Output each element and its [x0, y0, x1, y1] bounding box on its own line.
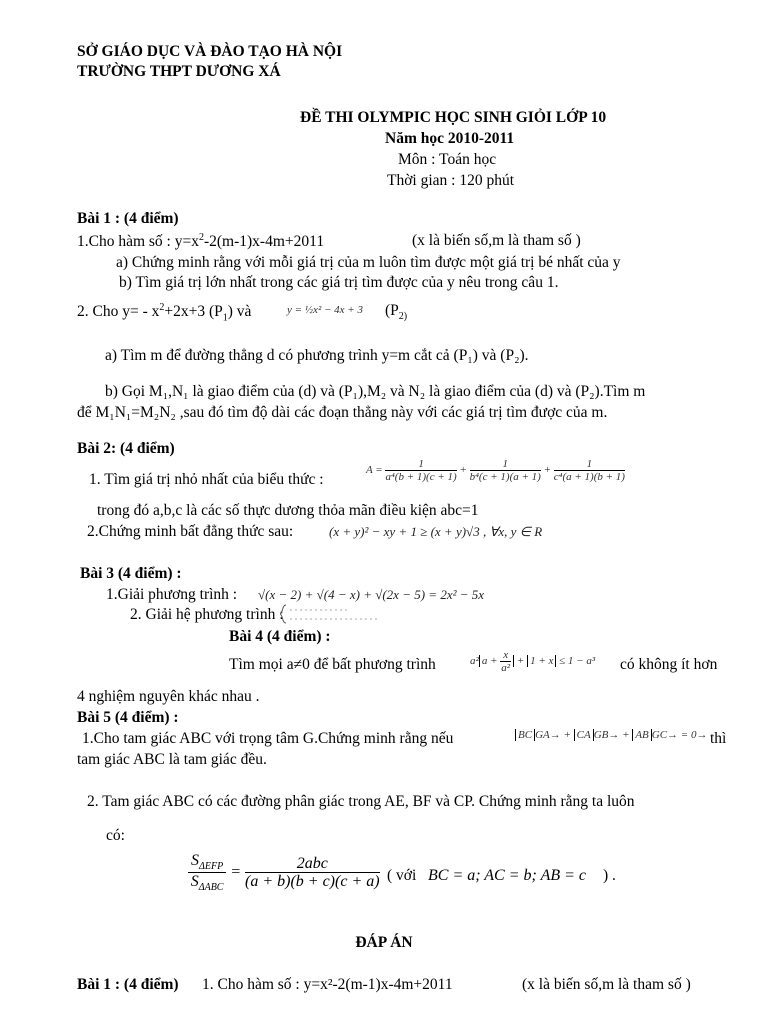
school-department: SỞ GIÁO DỤC VÀ ĐÀO TẠO HÀ NỘI — [77, 43, 343, 60]
bai5-q2-line2: có: — [106, 827, 125, 844]
bai3-system-brace — [280, 604, 384, 624]
bai2-inequality: (x + y)² − xy + 1 ≥ (x + y)√3 , ∀x, y ∈ R — [329, 524, 543, 539]
bai1-q2b-line1: b) Gọi M₁,N₁ là giao điểm của (d) và (P₁),M₂ và N₂ là giao điểm của (d) và (P₂).Tìm m — [105, 383, 646, 400]
bai4-heading: Bài 4 (4 điểm) : — [229, 628, 331, 645]
bai5-q1-line1: 1.Cho tam giác ABC với trọng tâm G.Chứng minh rằng nếu — [82, 730, 454, 747]
bai5-q2-line1: 2. Tam giác ABC có các đường phân giác trong AE, BF và CP. Chứng minh rằng ta luôn — [87, 793, 635, 810]
bai1-q1-note: (x là biến số,m là tham số ) — [412, 232, 581, 249]
exam-time: Thời gian : 120 phút — [387, 172, 515, 189]
bai1-p2-open: (P — [385, 302, 399, 319]
bai1-p2-formula: y = ½x² − 4x + 3 — [287, 304, 363, 316]
bai2-expression: A = $\frac{1}{\text{a⁴(b + 1)(c + 1)}}$ + $\frac{1}{\text{b⁴(c + 1)(a + 1)}}$ + $\frac{1}{\text{c⁴(a + 1)(b + 1)}}$ — [366, 458, 625, 484]
bai5-area-ratio: $\frac{S_{\Delta EFP}}{S_{\Delta ABC}}$ = $\frac{\text{2abc}}{(a + b)(b + c)(c + a)}$ — [188, 852, 380, 893]
answer-bai1-text: 1. Cho hàm số : y=x²-2(m-1)x-4m+2011 — [202, 976, 453, 993]
school-name: TRƯỜNG THPT DƯƠNG XÁ — [77, 63, 281, 80]
bai1-q1a: a) Chứng minh rằng với mỗi giá trị của m luôn tìm được một giá trị bé nhất của y — [116, 254, 621, 271]
bai1-q1-pre: 1.Cho hàm số : y=x — [77, 233, 199, 251]
bai4-text3: 4 nghiệm nguyên khác nhau . — [77, 688, 260, 705]
bai5-vector-condition: BC GA→ + CA GB→ + AB GC→ = 0→ — [515, 729, 707, 742]
bai1-q1b: b) Tìm giá trị lớn nhất trong các giá trị tìm được của y nêu trong câu 1. — [119, 274, 559, 291]
bai1-q2-pre: 2. Cho y= - x — [77, 303, 160, 321]
bai1-q2-mid: +2x+3 (P — [164, 303, 223, 321]
bai5-q2-with: ( với — [387, 867, 417, 884]
bai3-heading: Bài 3 (4 điểm) : — [80, 565, 182, 582]
bai1-q1-post: -2(m-1)x-4m+2011 — [203, 233, 325, 251]
bai5-q1-then: thì — [710, 730, 727, 747]
bai5-q2-condition: BC = a; AC = b; AB = c — [428, 867, 587, 884]
answer-heading: ĐÁP ÁN — [355, 934, 413, 951]
bai4-inequality: a² a + $\frac{x}{\text{a²}}$ + 1 + x ≤ 1 − a³ — [470, 649, 596, 675]
bai3-q2: 2. Giải hệ phương trình : — [130, 606, 284, 623]
bai5-q2-end: ) . — [603, 867, 616, 884]
answer-bai1-heading: Bài 1 : (4 điểm) — [77, 976, 179, 993]
bai1-p2-label: ($P_{2)}$ — [385, 302, 408, 323]
bai4-text1: Tìm mọi a≠0 để bất phương trình — [229, 656, 436, 673]
exam-title: ĐỀ THI OLYMPIC HỌC SINH GIỎI LỚP 10 — [300, 109, 607, 126]
bai1-heading: Bài 1 : (4 điểm) — [77, 210, 179, 227]
bai1-q2a: a) Tìm m để đường thẳng d có phương trình y=m cắt cả (P₁) và (P₂). — [105, 347, 529, 364]
bai2-condition: trong đó a,b,c là các số thực dương thỏa mãn điều kiện abc=1 — [97, 502, 479, 519]
bai1-q2-and: ) và — [227, 303, 252, 321]
bai5-heading: Bài 5 (4 điểm) : — [77, 709, 179, 726]
exam-subject: Môn : Toán học — [398, 151, 497, 168]
exam-year: Năm học 2010-2011 — [385, 130, 515, 147]
bai1-q2: 2. Cho $y= - x^2+2x+3$ $(P_1)$ và — [77, 302, 252, 324]
bai5-q1-line2: tam giác ABC là tam giác đều. — [77, 751, 267, 768]
bai3-q1: 1.Giải phương trình : — [106, 586, 238, 603]
bai4-text2: có không ít hơn — [620, 656, 718, 673]
bai1-q1: 1.Cho hàm số : $y=x^2-2(m-1)x-4m+2011$ — [77, 232, 325, 251]
bai2-q2: 2.Chứng minh bất đẳng thức sau: — [87, 523, 294, 540]
bai2-heading: Bài 2: (4 điểm) — [77, 440, 175, 457]
bai3-equation: √(x − 2) + √(4 − x) + √(2x − 5) = 2x² − 5x — [258, 587, 485, 602]
answer-bai1-note: (x là biến số,m là tham số ) — [522, 976, 691, 993]
bai1-q2b-line2: để M₁N₁=M₂N₂ ,sau đó tìm độ dài các đoạn thẳng này với các giá trị tìm được của m. — [77, 404, 608, 421]
bai2-q1: 1. Tìm giá trị nhỏ nhất của biểu thức : — [89, 471, 324, 488]
